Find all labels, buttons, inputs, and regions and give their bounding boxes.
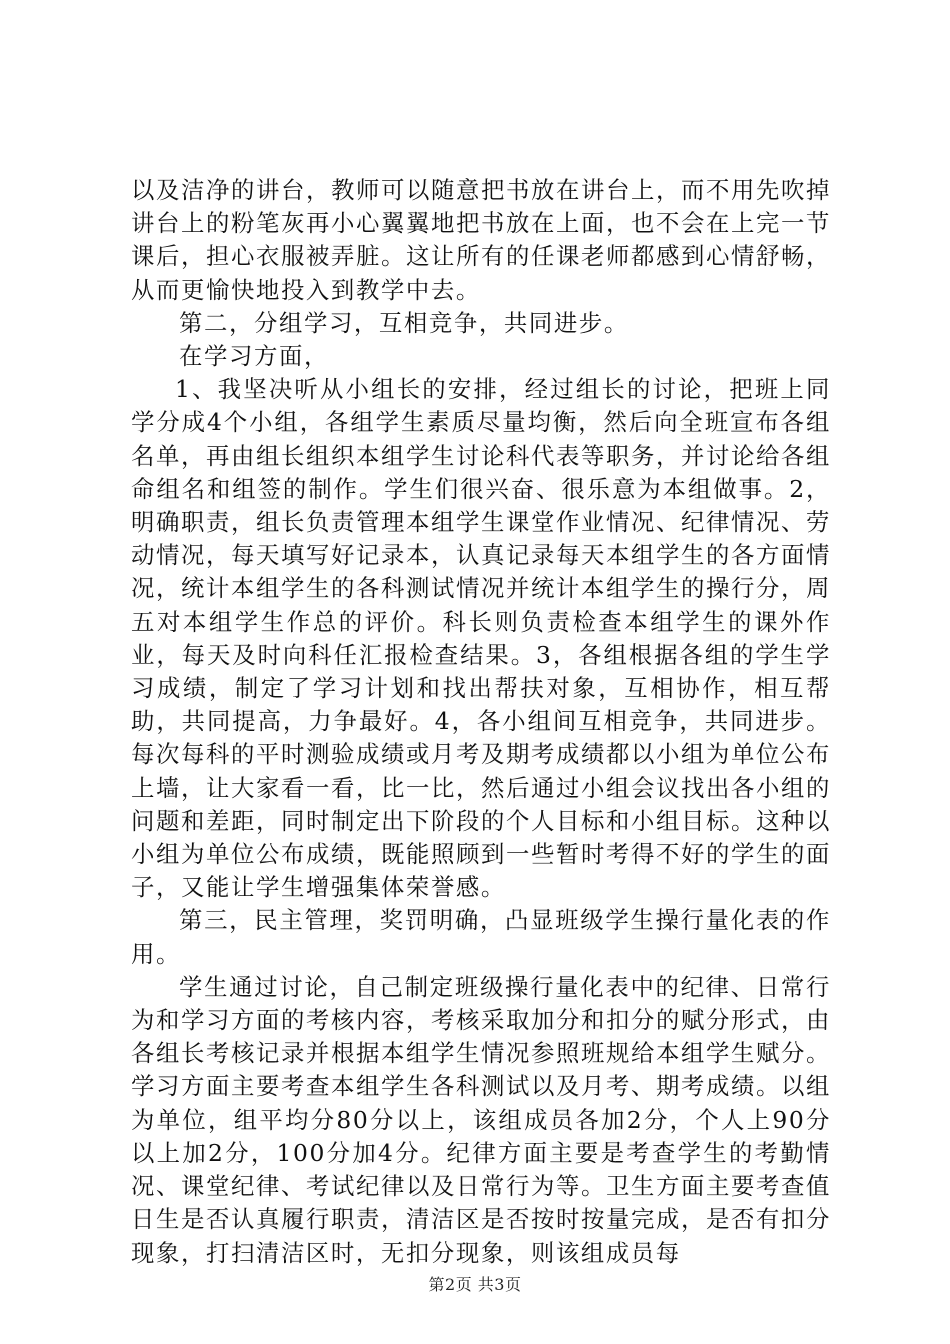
body-text xyxy=(131,174,831,1270)
page-number-label: 第2页 共3页 xyxy=(428,1275,522,1294)
paragraph-study-aspect: 在学习方面， xyxy=(179,342,329,371)
section-heading-three: 第三，民主管理，奖罚明确，凸显班级学生操行量化表的作用。 xyxy=(131,906,831,968)
page-footer xyxy=(0,1272,950,1295)
paragraph-groups-list: 1、我坚决听从小组长的安排，经过组长的讨论，把班上同学分成4个小组，各组学生素质尽量均衡，然后向全班宣布各组名单，再由组长组织本组学生讨论科代表等职务，并讨论给各组命组名和组签的制作。学生们很兴奋、很乐意为本组做事。2，明确职责，组长负责管理本组学生课堂作业情况、纪律情况、劳动情况，每天填写好记录本，认真记录每天本组学生的各方面情况，统计本组学生的各科测试情况并统计本组学生的操行分，周五对本组学生作总的评价。科长则负责检查本组学生的课外作业，每天及时向科任汇报检查结果。3，各组根据各组的学生学习成绩，制定了学习计划和找出帮扶对象，互相协作，相互帮助，共同提高，力争最好。4，各小组间互相竞争，共同进步。每次每科的平时测验成绩或月考及期考成绩都以小组为单位公布上墙，让大家看一看，比一比，然后通过小组会议找出各小组的问题和差距，同时制定出下阶段的个人目标和小组目标。这种以小组为单位公布成绩，既能照顾到一些暂时考得不好的学生的面子，又能让学生增强集体荣誉感。 xyxy=(131,375,831,902)
paragraph-scoring: 学生通过讨论，自己制定班级操行量化表中的纪律、日常行为和学习方面的考核内容，考核采取加分和扣分的赋分形式，由各组长考核记录并根据本组学生情况参照班规给本组学生赋分。学习方面主要考查本组学生各科测试以及月考、期考成绩。以组为单位，组平均分80分以上，该组成员各加2分，个人上90分以上加2分，100分加4分。纪律方面主要是考查学生的考勤情况、课堂纪律、考试纪律以及日常行为等。卫生方面主要考查值日生是否认真履行职责，清洁区是否按时按量完成，是否有扣分现象，打扫清洁区时，无扣分现象，则该组成员每 xyxy=(131,972,831,1267)
section-heading-two: 第二，分组学习，互相竞争，共同进步。 xyxy=(179,308,629,337)
paragraph-continuation: 以及洁净的讲台，教师可以随意把书放在讲台上，而不用先吹掉讲台上的粉笔灰再小心翼翼地把书放在上面，也不会在上完一节课后，担心衣服被弄脏。这让所有的任课老师都感到心情舒畅，从而更愉快地投入到教学中去。 xyxy=(131,176,831,304)
